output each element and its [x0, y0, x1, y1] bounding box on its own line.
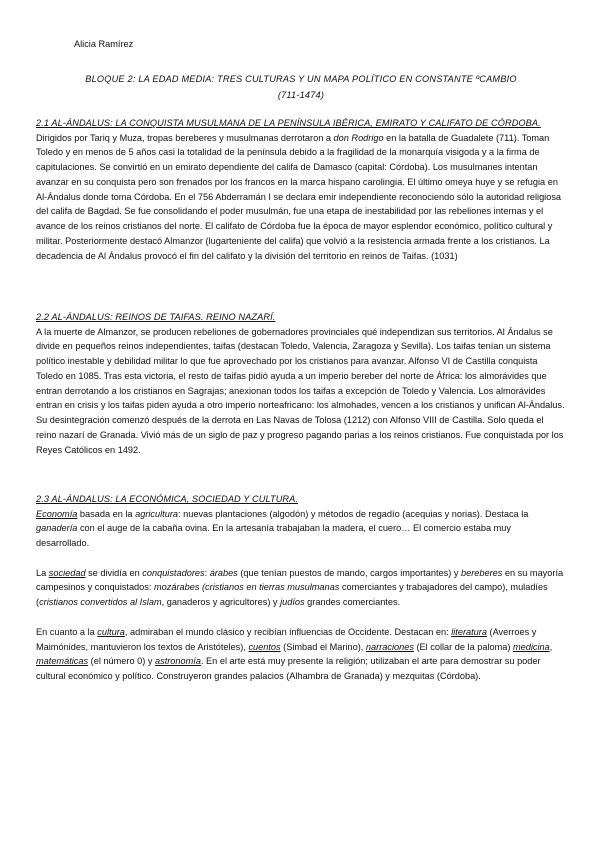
culture-paragraph: En cuanto a la cultura, admiraban el mundo clásico y recibían influencias de Occidente. Destacan en: literatura (Averroes y Maimónides, mantuvieron los textos de Aristóteles), cuentos (Simbad el Marino), narraciones (El collar de la paloma) medicina, matemáticas (el número 0) y astronomía. En el arte está muy presente la religión; utilizaban el arte para demostrar su poder cultural económico y político. Construyeron grandes palacios (Alhambra de Granada) y mezquitas (Córdoba).: [36, 626, 553, 682]
keyword-judios: judíos: [280, 597, 305, 608]
emphasis-term: don Rodrigo: [333, 132, 384, 143]
block-title-dates: (711-1474): [277, 89, 325, 100]
keyword-arabes: árabes: [209, 567, 238, 578]
block-title-line1: BLOQUE 2: LA EDAD MEDIA: TRES CULTURAS Y UN MAPA POLÍTICO EN CONSTANTE ºCAMBIO: [85, 74, 517, 84]
section-2-1: [36, 117, 566, 264]
section-heading: 2.3 AL-ÁNDALUS: LA ECONÓMICA, SOCIEDAD Y CULTURA.: [36, 494, 299, 504]
section-paragraph: Dirigidos por Tariq y Muza, tropas bereberes y musulmanas derrotaron a don Rodrigo en la batalla de Guadalete (711). Toman Toledo y en menos de 5 años casi la totalidad de la península debido a la fragilidad de la monarquía visigoda y a la firma de capitulaciones. Se convirtió en un emirato dependiente del califa de Damasco (capital: Córdoba). Los musulmanes intentan avanzar en su conquista pero son frenados por los francos en la marca hispano carolingia. El último omeya huye y se refugia en Al-Ándalus donde toma Córdoba. En el 756 Abderramán I se declara emir independiente reconociendo sólo la autoridad religiosa del califa de Bagdad. Se fue consolidando el poder musulmán, fue una etapa de inestabilidad por las rebeliones internas y el avance de los reinos cristianos del norte. El califato de Córdoba fue la época de mayor esplendor económico, político cultural y militar. Posteriormente destacó Almanzor (lugarteniente del califa) que volvió a la resistencia armada frente a los cristianos. La decadencia de Al Ándalus provocó el fin del califato y la división del territorio en reinos de Taifas. (1031): [36, 132, 562, 261]
keyword-ganaderia: ganadería: [36, 523, 78, 534]
keyword-bereberes: bereberes: [460, 567, 503, 578]
society-paragraph: La sociedad se dividía en conquistadores: árabes (que tenían puestos de mando, cargos importantes) y bereberes en su mayoría campesinos y conquistados: mozárabes (cristianos en tierras musulmanas comerciantes y trabajadores del campo), muladíes (cristianos convertidos al Islam, ganaderos y agricultores) y judíos grandes comerciantes.: [36, 567, 564, 608]
block-title: [36, 72, 566, 103]
keyword-astronomia: astronomía: [154, 656, 201, 667]
section-heading: 2.2 AL-ÁNDALUS: REINOS DE TAIFAS. REINO NAZARÍ.: [36, 312, 276, 322]
economy-paragraph: Economía basada en la agricultura: nuevas plantaciones (algodón) y métodos de regadío (acequias y norias). Destaca la ganadería con el auge de la cabaña ovina. En la artesanía trabajaban la madera, el cuero… El comercio estaba muy desarrollado.: [36, 508, 529, 549]
keyword-agricultura: agricultura: [135, 508, 179, 519]
keyword-narraciones: narraciones: [365, 641, 414, 652]
keyword-sociedad: sociedad: [48, 567, 86, 578]
keyword-mozarabes: mozárabes (cristianos en tierras musulmanas: [153, 582, 340, 593]
keyword-medicina: medicina: [512, 641, 550, 652]
section-paragraph: A la muerte de Almanzor, se producen rebeliones de gobernadores provinciales qué independizan sus territorios. Al Ándalus se divide en pequeños reinos independientes, taifas (destacan Toledo, Valencia, Zaragoza y Sevilla). Los taifas tenían un sistema político inestable y debilidad militar lo que fue aprovechado por los cristianos para avanzar. Alfonso VI de Castilla conquista Toledo en 1085. Tras esta victoria, el resto de taifas pidió ayuda a un imperio bereber del norte de África: los almorávides que entran derrotando a los cristianos en Sagrajas; anexionan todos los taifas a excepción de Toledo y Valencia. Los almorávides entran en crisis y los taifas piden ayuda a otro imperio norteafricano: los almohades, vencen a los cristianos y unifican Al-Ándalus. Su desintegración comenzó después de la derrota en Las Navas de Tolosa (1212) con Alfonso VIII de Castilla. Solo queda el reino nazarí de Granada. Vivió más de un siglo de paz y progreso pagando parias a los reinos cristianos. Fue conquistada por los Reyes Católicos en 1492.: [36, 326, 565, 455]
section-2-3: [36, 493, 566, 684]
keyword-conquistadores: conquistadores: [142, 567, 205, 578]
keyword-cultura: cultura: [97, 626, 125, 637]
keyword-economia: Economía: [36, 508, 78, 519]
keyword-cristianos-convertidos: cristianos convertidos al Islam: [39, 597, 162, 608]
keyword-matematicas: matemáticas: [36, 656, 89, 667]
keyword-cuentos: cuentos: [248, 641, 281, 652]
section-heading: 2.1 AL-ÁNDALUS: LA CONQUISTA MUSULMANA DE LA PENÍNSULA IBÉRICA, EMIRATO Y CALIFATO DE CÓRDOBA.: [36, 118, 541, 128]
section-2-2: [36, 311, 566, 458]
keyword-literatura: literatura: [451, 626, 487, 637]
author-name: Alicia Ramírez: [74, 39, 134, 49]
